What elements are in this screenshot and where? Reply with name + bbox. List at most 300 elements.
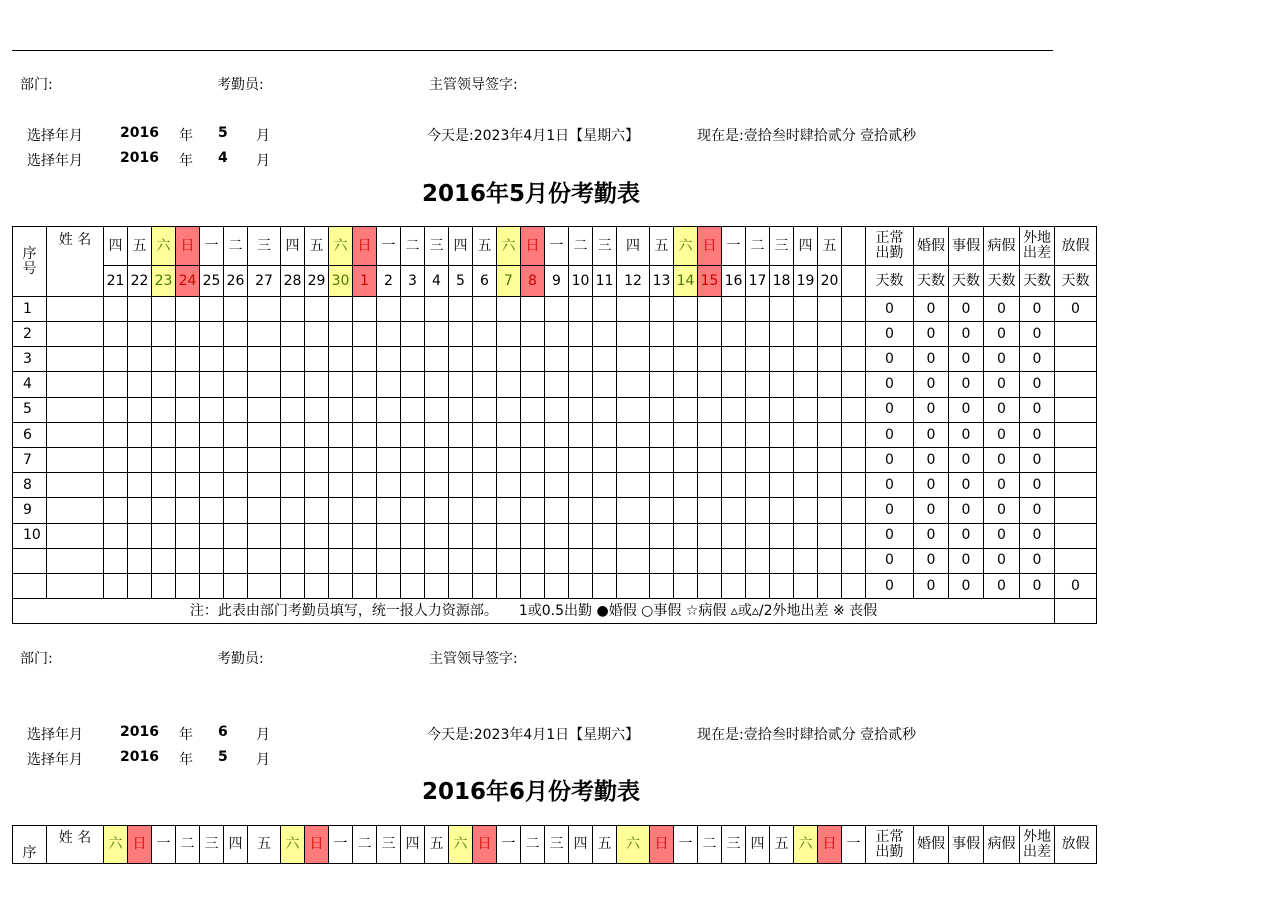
day-cell[interactable] (746, 372, 770, 397)
day-cell[interactable] (176, 447, 200, 472)
day-cell[interactable] (521, 297, 545, 322)
day-cell[interactable] (281, 498, 305, 523)
day-cell[interactable] (281, 397, 305, 422)
day-cell[interactable] (746, 573, 770, 598)
day-cell[interactable] (794, 523, 818, 548)
day-cell[interactable] (842, 422, 866, 447)
day-cell[interactable] (449, 548, 473, 573)
day-cell[interactable] (425, 498, 449, 523)
day-cell[interactable] (746, 422, 770, 447)
day-cell[interactable] (248, 573, 281, 598)
day-cell[interactable] (770, 473, 794, 498)
day-cell[interactable] (698, 347, 722, 372)
day-cell[interactable] (770, 548, 794, 573)
day-cell[interactable] (305, 397, 329, 422)
day-cell[interactable] (449, 322, 473, 347)
day-cell[interactable] (818, 548, 842, 573)
day-cell[interactable] (497, 372, 521, 397)
day-cell[interactable] (449, 498, 473, 523)
name-cell[interactable] (47, 347, 104, 372)
day-cell[interactable] (401, 548, 425, 573)
day-cell[interactable] (200, 447, 224, 472)
day-cell[interactable] (770, 447, 794, 472)
day-cell[interactable] (770, 573, 794, 598)
day-cell[interactable] (569, 573, 593, 598)
day-cell[interactable] (401, 322, 425, 347)
day-cell[interactable] (353, 397, 377, 422)
day-cell[interactable] (224, 397, 248, 422)
day-cell[interactable] (593, 523, 617, 548)
day-cell[interactable] (104, 372, 128, 397)
day-cell[interactable] (281, 297, 305, 322)
day-cell[interactable] (377, 322, 401, 347)
day-cell[interactable] (593, 548, 617, 573)
day-cell[interactable] (305, 297, 329, 322)
day-cell[interactable] (200, 297, 224, 322)
day-cell[interactable] (722, 297, 746, 322)
year-value[interactable]: 2016 (120, 749, 159, 765)
day-cell[interactable] (650, 422, 674, 447)
day-cell[interactable] (401, 498, 425, 523)
day-cell[interactable] (401, 297, 425, 322)
day-cell[interactable] (698, 447, 722, 472)
day-cell[interactable] (305, 447, 329, 472)
day-cell[interactable] (104, 422, 128, 447)
day-cell[interactable] (377, 347, 401, 372)
day-cell[interactable] (329, 322, 353, 347)
day-cell[interactable] (152, 322, 176, 347)
day-cell[interactable] (497, 397, 521, 422)
day-cell[interactable] (818, 297, 842, 322)
day-cell[interactable] (674, 523, 698, 548)
day-cell[interactable] (674, 347, 698, 372)
day-cell[interactable] (473, 397, 497, 422)
day-cell[interactable] (152, 498, 176, 523)
month-value[interactable]: 5 (218, 125, 228, 141)
day-cell[interactable] (794, 422, 818, 447)
day-cell[interactable] (353, 422, 377, 447)
day-cell[interactable] (521, 473, 545, 498)
day-cell[interactable] (377, 498, 401, 523)
day-cell[interactable] (425, 397, 449, 422)
day-cell[interactable] (545, 523, 569, 548)
day-cell[interactable] (650, 447, 674, 472)
day-cell[interactable] (497, 297, 521, 322)
day-cell[interactable] (698, 322, 722, 347)
day-cell[interactable] (818, 347, 842, 372)
day-cell[interactable] (224, 322, 248, 347)
day-cell[interactable] (329, 372, 353, 397)
day-cell[interactable] (770, 372, 794, 397)
day-cell[interactable] (248, 372, 281, 397)
day-cell[interactable] (281, 548, 305, 573)
day-cell[interactable] (353, 347, 377, 372)
day-cell[interactable] (521, 397, 545, 422)
day-cell[interactable] (152, 297, 176, 322)
day-cell[interactable] (449, 523, 473, 548)
day-cell[interactable] (698, 422, 722, 447)
day-cell[interactable] (617, 297, 650, 322)
day-cell[interactable] (674, 322, 698, 347)
name-cell[interactable] (47, 473, 104, 498)
day-cell[interactable] (224, 297, 248, 322)
day-cell[interactable] (353, 523, 377, 548)
day-cell[interactable] (329, 422, 353, 447)
day-cell[interactable] (200, 498, 224, 523)
month-value[interactable]: 6 (218, 724, 228, 740)
day-cell[interactable] (449, 347, 473, 372)
day-cell[interactable] (401, 372, 425, 397)
year-value[interactable]: 2016 (120, 150, 159, 166)
day-cell[interactable] (674, 297, 698, 322)
day-cell[interactable] (593, 372, 617, 397)
day-cell[interactable] (128, 548, 152, 573)
day-cell[interactable] (842, 447, 866, 472)
day-cell[interactable] (425, 297, 449, 322)
day-cell[interactable] (698, 397, 722, 422)
day-cell[interactable] (473, 548, 497, 573)
day-cell[interactable] (224, 473, 248, 498)
day-cell[interactable] (650, 397, 674, 422)
day-cell[interactable] (377, 422, 401, 447)
day-cell[interactable] (818, 372, 842, 397)
day-cell[interactable] (473, 447, 497, 472)
day-cell[interactable] (377, 297, 401, 322)
day-cell[interactable] (497, 447, 521, 472)
day-cell[interactable] (128, 372, 152, 397)
day-cell[interactable] (818, 322, 842, 347)
day-cell[interactable] (377, 473, 401, 498)
day-cell[interactable] (224, 372, 248, 397)
day-cell[interactable] (449, 573, 473, 598)
day-cell[interactable] (104, 573, 128, 598)
day-cell[interactable] (818, 523, 842, 548)
day-cell[interactable] (305, 473, 329, 498)
day-cell[interactable] (281, 322, 305, 347)
day-cell[interactable] (377, 372, 401, 397)
day-cell[interactable] (569, 473, 593, 498)
day-cell[interactable] (674, 473, 698, 498)
day-cell[interactable] (770, 297, 794, 322)
day-cell[interactable] (425, 347, 449, 372)
day-cell[interactable] (746, 322, 770, 347)
day-cell[interactable] (521, 573, 545, 598)
day-cell[interactable] (770, 498, 794, 523)
day-cell[interactable] (176, 422, 200, 447)
day-cell[interactable] (128, 347, 152, 372)
day-cell[interactable] (521, 372, 545, 397)
day-cell[interactable] (650, 297, 674, 322)
name-cell[interactable] (47, 573, 104, 598)
name-cell[interactable] (47, 548, 104, 573)
day-cell[interactable] (650, 372, 674, 397)
day-cell[interactable] (722, 397, 746, 422)
day-cell[interactable] (569, 548, 593, 573)
day-cell[interactable] (329, 473, 353, 498)
day-cell[interactable] (152, 372, 176, 397)
day-cell[interactable] (473, 498, 497, 523)
day-cell[interactable] (305, 498, 329, 523)
day-cell[interactable] (842, 347, 866, 372)
day-cell[interactable] (722, 548, 746, 573)
day-cell[interactable] (281, 422, 305, 447)
day-cell[interactable] (200, 397, 224, 422)
day-cell[interactable] (842, 573, 866, 598)
day-cell[interactable] (569, 422, 593, 447)
day-cell[interactable] (248, 322, 281, 347)
day-cell[interactable] (449, 297, 473, 322)
day-cell[interactable] (545, 573, 569, 598)
day-cell[interactable] (353, 297, 377, 322)
day-cell[interactable] (521, 498, 545, 523)
day-cell[interactable] (377, 523, 401, 548)
day-cell[interactable] (545, 297, 569, 322)
day-cell[interactable] (746, 397, 770, 422)
day-cell[interactable] (545, 372, 569, 397)
day-cell[interactable] (794, 473, 818, 498)
day-cell[interactable] (617, 422, 650, 447)
day-cell[interactable] (425, 523, 449, 548)
day-cell[interactable] (497, 498, 521, 523)
day-cell[interactable] (650, 548, 674, 573)
day-cell[interactable] (617, 347, 650, 372)
day-cell[interactable] (746, 473, 770, 498)
day-cell[interactable] (377, 447, 401, 472)
day-cell[interactable] (176, 498, 200, 523)
day-cell[interactable] (722, 473, 746, 498)
day-cell[interactable] (281, 347, 305, 372)
day-cell[interactable] (353, 322, 377, 347)
day-cell[interactable] (473, 422, 497, 447)
day-cell[interactable] (473, 523, 497, 548)
day-cell[interactable] (401, 473, 425, 498)
day-cell[interactable] (521, 422, 545, 447)
day-cell[interactable] (674, 372, 698, 397)
day-cell[interactable] (248, 422, 281, 447)
day-cell[interactable] (818, 447, 842, 472)
day-cell[interactable] (305, 322, 329, 347)
day-cell[interactable] (425, 473, 449, 498)
day-cell[interactable] (329, 347, 353, 372)
day-cell[interactable] (521, 548, 545, 573)
day-cell[interactable] (152, 548, 176, 573)
day-cell[interactable] (497, 523, 521, 548)
day-cell[interactable] (176, 347, 200, 372)
day-cell[interactable] (569, 447, 593, 472)
day-cell[interactable] (176, 573, 200, 598)
day-cell[interactable] (794, 548, 818, 573)
day-cell[interactable] (698, 297, 722, 322)
day-cell[interactable] (593, 447, 617, 472)
day-cell[interactable] (842, 322, 866, 347)
day-cell[interactable] (617, 573, 650, 598)
day-cell[interactable] (545, 447, 569, 472)
day-cell[interactable] (104, 548, 128, 573)
day-cell[interactable] (794, 372, 818, 397)
day-cell[interactable] (248, 473, 281, 498)
day-cell[interactable] (104, 498, 128, 523)
day-cell[interactable] (176, 297, 200, 322)
day-cell[interactable] (248, 297, 281, 322)
day-cell[interactable] (401, 447, 425, 472)
day-cell[interactable] (842, 473, 866, 498)
month-value[interactable]: 5 (218, 749, 228, 765)
day-cell[interactable] (794, 447, 818, 472)
day-cell[interactable] (674, 422, 698, 447)
day-cell[interactable] (569, 322, 593, 347)
day-cell[interactable] (128, 447, 152, 472)
day-cell[interactable] (200, 372, 224, 397)
day-cell[interactable] (200, 473, 224, 498)
day-cell[interactable] (545, 473, 569, 498)
day-cell[interactable] (305, 548, 329, 573)
day-cell[interactable] (248, 347, 281, 372)
day-cell[interactable] (128, 397, 152, 422)
day-cell[interactable] (401, 523, 425, 548)
day-cell[interactable] (248, 397, 281, 422)
day-cell[interactable] (545, 548, 569, 573)
day-cell[interactable] (650, 498, 674, 523)
day-cell[interactable] (200, 523, 224, 548)
day-cell[interactable] (152, 347, 176, 372)
day-cell[interactable] (569, 498, 593, 523)
day-cell[interactable] (329, 297, 353, 322)
day-cell[interactable] (770, 347, 794, 372)
day-cell[interactable] (353, 473, 377, 498)
name-cell[interactable] (47, 397, 104, 422)
day-cell[interactable] (128, 473, 152, 498)
day-cell[interactable] (617, 397, 650, 422)
day-cell[interactable] (842, 372, 866, 397)
year-value[interactable]: 2016 (120, 724, 159, 740)
day-cell[interactable] (329, 548, 353, 573)
day-cell[interactable] (617, 498, 650, 523)
day-cell[interactable] (698, 473, 722, 498)
day-cell[interactable] (128, 322, 152, 347)
day-cell[interactable] (473, 297, 497, 322)
day-cell[interactable] (305, 347, 329, 372)
day-cell[interactable] (545, 422, 569, 447)
day-cell[interactable] (329, 498, 353, 523)
day-cell[interactable] (794, 347, 818, 372)
day-cell[interactable] (425, 548, 449, 573)
day-cell[interactable] (722, 322, 746, 347)
day-cell[interactable] (425, 372, 449, 397)
day-cell[interactable] (650, 473, 674, 498)
day-cell[interactable] (128, 422, 152, 447)
day-cell[interactable] (329, 447, 353, 472)
day-cell[interactable] (449, 397, 473, 422)
day-cell[interactable] (593, 573, 617, 598)
day-cell[interactable] (128, 498, 152, 523)
day-cell[interactable] (698, 548, 722, 573)
day-cell[interactable] (593, 347, 617, 372)
day-cell[interactable] (617, 447, 650, 472)
day-cell[interactable] (449, 473, 473, 498)
day-cell[interactable] (104, 297, 128, 322)
day-cell[interactable] (281, 523, 305, 548)
day-cell[interactable] (842, 498, 866, 523)
day-cell[interactable] (401, 573, 425, 598)
name-cell[interactable] (47, 297, 104, 322)
day-cell[interactable] (818, 473, 842, 498)
day-cell[interactable] (794, 498, 818, 523)
name-cell[interactable] (47, 372, 104, 397)
day-cell[interactable] (152, 573, 176, 598)
day-cell[interactable] (224, 347, 248, 372)
day-cell[interactable] (176, 397, 200, 422)
day-cell[interactable] (842, 397, 866, 422)
day-cell[interactable] (794, 297, 818, 322)
name-cell[interactable] (47, 322, 104, 347)
day-cell[interactable] (248, 498, 281, 523)
day-cell[interactable] (152, 422, 176, 447)
day-cell[interactable] (818, 498, 842, 523)
day-cell[interactable] (545, 322, 569, 347)
day-cell[interactable] (674, 397, 698, 422)
day-cell[interactable] (650, 347, 674, 372)
day-cell[interactable] (176, 372, 200, 397)
day-cell[interactable] (152, 447, 176, 472)
day-cell[interactable] (305, 422, 329, 447)
day-cell[interactable] (305, 372, 329, 397)
day-cell[interactable] (401, 397, 425, 422)
day-cell[interactable] (425, 573, 449, 598)
day-cell[interactable] (650, 573, 674, 598)
day-cell[interactable] (818, 422, 842, 447)
day-cell[interactable] (569, 397, 593, 422)
day-cell[interactable] (497, 573, 521, 598)
day-cell[interactable] (248, 548, 281, 573)
day-cell[interactable] (377, 548, 401, 573)
day-cell[interactable] (674, 548, 698, 573)
day-cell[interactable] (545, 498, 569, 523)
day-cell[interactable] (176, 523, 200, 548)
day-cell[interactable] (200, 322, 224, 347)
day-cell[interactable] (794, 573, 818, 598)
day-cell[interactable] (698, 498, 722, 523)
day-cell[interactable] (818, 397, 842, 422)
day-cell[interactable] (842, 548, 866, 573)
day-cell[interactable] (698, 523, 722, 548)
day-cell[interactable] (794, 322, 818, 347)
day-cell[interactable] (104, 447, 128, 472)
day-cell[interactable] (593, 422, 617, 447)
day-cell[interactable] (401, 422, 425, 447)
day-cell[interactable] (746, 447, 770, 472)
day-cell[interactable] (497, 322, 521, 347)
day-cell[interactable] (617, 372, 650, 397)
day-cell[interactable] (722, 372, 746, 397)
day-cell[interactable] (200, 573, 224, 598)
day-cell[interactable] (281, 473, 305, 498)
day-cell[interactable] (617, 523, 650, 548)
day-cell[interactable] (401, 347, 425, 372)
day-cell[interactable] (545, 347, 569, 372)
day-cell[interactable] (104, 473, 128, 498)
day-cell[interactable] (593, 498, 617, 523)
name-cell[interactable] (47, 498, 104, 523)
day-cell[interactable] (152, 397, 176, 422)
day-cell[interactable] (353, 548, 377, 573)
day-cell[interactable] (224, 447, 248, 472)
day-cell[interactable] (497, 548, 521, 573)
day-cell[interactable] (281, 447, 305, 472)
day-cell[interactable] (617, 548, 650, 573)
day-cell[interactable] (746, 548, 770, 573)
day-cell[interactable] (521, 523, 545, 548)
day-cell[interactable] (104, 347, 128, 372)
